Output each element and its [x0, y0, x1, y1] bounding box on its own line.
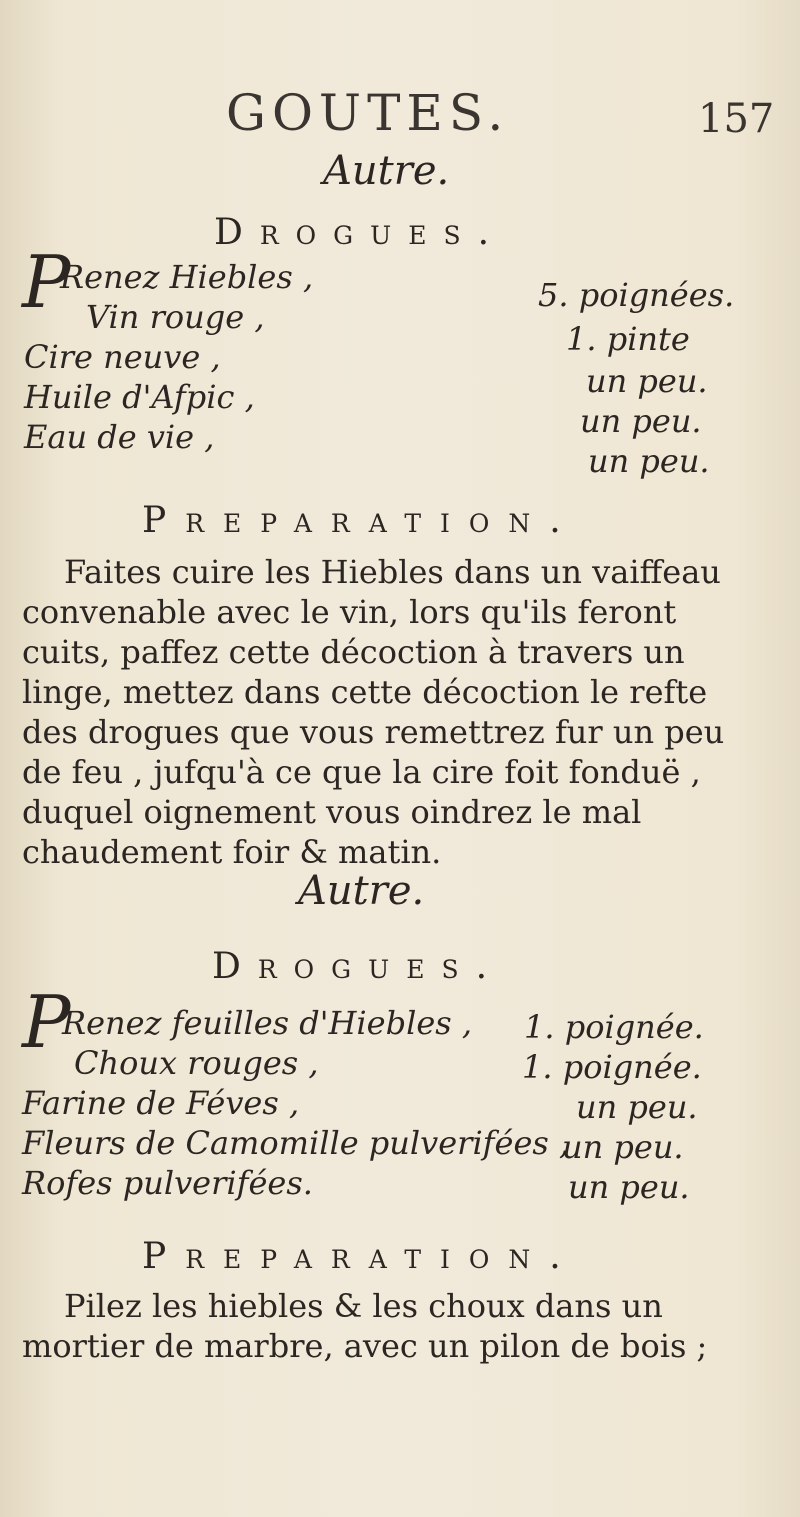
- ingredient-quantity: un peu.: [576, 1088, 698, 1126]
- text-line: des drogues que vous remettrez fur un peu: [22, 713, 725, 751]
- ingredient-quantity: 1. poignée.: [522, 1048, 702, 1086]
- text-line: linge, mettez dans cette décoction le refte: [22, 673, 708, 711]
- ingredient-name: Vin rouge ,: [86, 298, 265, 336]
- ingredient-name: Cire neuve ,: [24, 338, 221, 376]
- ingredient-quantity: 1. poignée.: [524, 1008, 704, 1046]
- text-line: Pilez les hiebles & les choux dans un: [64, 1287, 663, 1325]
- ingredient-name: Rofes pulverifées.: [22, 1164, 313, 1202]
- text-line: de feu , jufqu'à ce que la cire foit fonduë ,: [22, 753, 701, 791]
- text-line: convenable avec le vin, lors qu'ils feront: [22, 593, 677, 631]
- drop-cap: P: [22, 980, 71, 1064]
- ingredient-name: Renez feuilles d'Hiebles ,: [62, 1004, 473, 1042]
- ingredient-quantity: un peu.: [586, 362, 708, 400]
- ingredient-quantity: 5. poignées.: [538, 276, 735, 314]
- ingredient-name: Eau de vie ,: [24, 418, 215, 456]
- text-line: mortier de marbre, avec un pilon de bois ;: [22, 1327, 708, 1365]
- ingredient-quantity: un peu.: [568, 1168, 690, 1206]
- drop-cap: P: [22, 240, 71, 324]
- preparation-heading: Preparation.: [142, 1236, 580, 1277]
- drugs-heading: Drogues.: [212, 946, 505, 987]
- ingredient-quantity: un peu.: [562, 1128, 684, 1166]
- running-title: GOUTES.: [226, 84, 510, 142]
- ingredient-name: Fleurs de Camomille pulverifées ,: [22, 1124, 570, 1162]
- drugs-heading: Drogues.: [214, 212, 507, 253]
- text-line: chaudement foir & matin.: [22, 833, 442, 871]
- ingredient-name: Renez Hiebles ,: [60, 258, 314, 296]
- text-line: duquel oignement vous oindrez le mal: [22, 793, 642, 831]
- ingredient-quantity: 1. pinte: [566, 320, 690, 358]
- text-line: cuits, paffez cette décoction à travers un: [22, 633, 685, 671]
- ingredient-name: Huile d'Afpic ,: [24, 378, 255, 416]
- preparation-text: [22, 552, 772, 872]
- preparation-text: [22, 1286, 772, 1366]
- text-line: Faites cuire les Hiebles dans un vaiffeau: [64, 553, 721, 591]
- recipe-heading: Autre.: [298, 868, 425, 914]
- ingredient-name: Farine de Féves ,: [22, 1084, 300, 1122]
- recipe-heading: Autre.: [323, 148, 450, 194]
- ingredient-quantity: un peu.: [588, 442, 710, 480]
- page-number: 157: [698, 96, 775, 142]
- preparation-heading: Preparation.: [142, 500, 580, 541]
- ingredient-quantity: un peu.: [580, 402, 702, 440]
- ingredient-name: Choux rouges ,: [74, 1044, 319, 1082]
